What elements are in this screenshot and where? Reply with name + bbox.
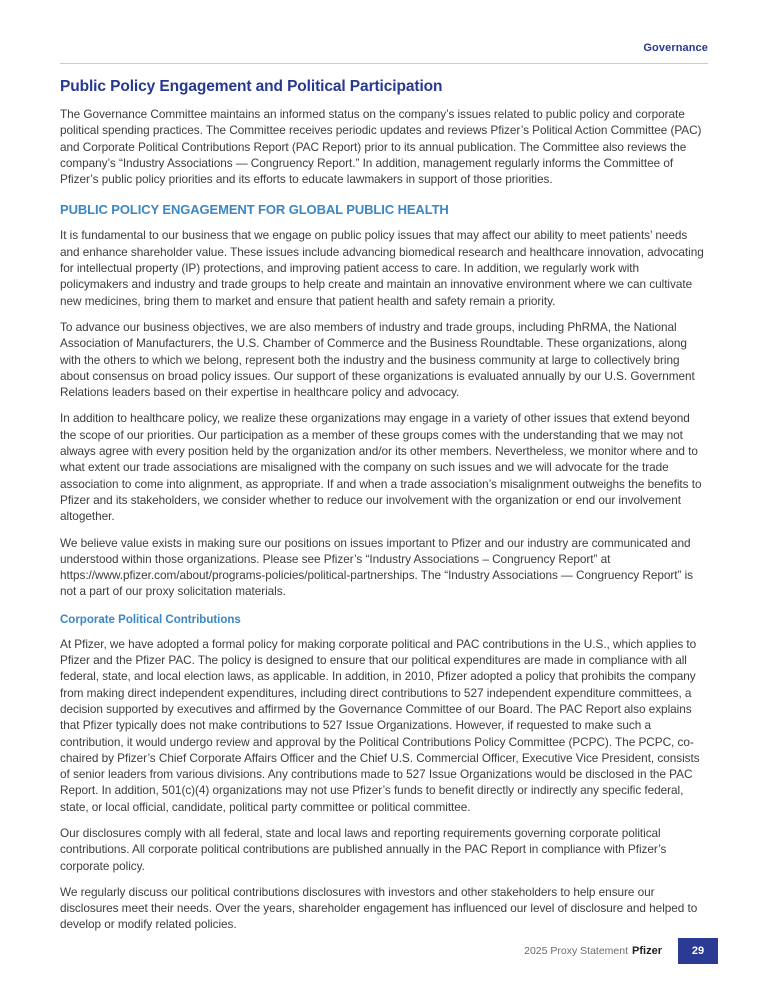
footer-doc-label: 2025 Proxy Statement	[524, 945, 629, 957]
global-health-paragraph-1: It is fundamental to our business that we engage on public policy issues that may affect our ability to meet patients’ needs and enhance shareholder value. These issues include advancing biomedical research and healthcare innovation, advocating for intellectual property (IP) protections, and improving patient access to care. In addition, we regularly work with policymakers and industry and trade groups to help create and maintain an innovative environment where we can cultivate new medicines, bring them to market and ensure that patient health and safety remain a priority.	[60, 228, 704, 308]
page-footer	[524, 938, 718, 964]
header-divider	[60, 63, 708, 64]
corporate-contributions-paragraph-1: At Pfizer, we have adopted a formal policy for making corporate political and PAC contributions in the U.S., which applies to Pfizer and the Pfizer PAC. The policy is designed to ensure that our political expenditures are made in compliance with all federal, state, and local election laws, as applicable. In addition, in 2010, Pfizer adopted a policy that prohibits the company from making direct independent expenditures, including direct contributions to 527 independent expenditure committees, a decision supported by executives and affirmed by the Governance Committee of our Board. The PAC Report also explains that Pfizer typically does not make contributions to 527 Issue Organizations. However, if requested to make such a contribution, it would undergo review and approval by the Political Contributions Policy Committee (PCPC). The PCPC, co-chaired by Pfizer’s Chief Corporate Affairs Officer and the Chief U.S. Commercial Officer, Executive Vice President, consists of senior leaders from various divisions. Any contributions made to 527 Issue Organizations would be disclosed in the PAC Report. In addition, 501(c)(4) organizations may not use Pfizer’s funds to benefit directly or indirectly any specific federal, state, or local official, candidate, political party committee or political committee.	[60, 636, 700, 814]
subsection-heading-corporate-political-contributions: Corporate Political Contributions	[60, 613, 241, 626]
global-health-paragraph-3: In addition to healthcare policy, we realize these organizations may engage in a variety of other issues that extend beyond the scope of our priorities. Our participation as a member of these groups comes with the understanding that we may not always agree with every position held by the organization and/or its other members. Nevertheless, we monitor where and to what extent our trade associations are misaligned with the company on such issues and we will advocate for the trade association to come into alignment, as appropriate. If and when a trade association’s misalignment outweighs the benefits to Pfizer and its stakeholders, we consider whether to reduce our involvement with the organization or end our involvement altogether.	[60, 411, 702, 524]
corporate-contributions-paragraph-2: Our disclosures comply with all federal, state and local laws and reporting requirements governing corporate political contributions. All corporate political contributions are published annually in the PAC Report in compliance with Pfizer’s corporate policy.	[60, 825, 667, 873]
page-content	[60, 0, 708, 933]
footer-brand: Pfizer	[632, 945, 662, 957]
page-number-badge: 29	[678, 938, 718, 964]
section-label: Governance	[643, 42, 708, 54]
global-health-paragraph-4: We believe value exists in making sure our positions on issues important to Pfizer and our industry are communicated and understood within those organizations. Please see Pfizer’s “Industry Associations – Congruency Report” at https://www.pfizer.com/about/programs-policies/political-partnerships. The “Industry Associations — Congruency Report” is not a part of our proxy solicitation materials.	[60, 535, 694, 599]
section-heading-global-public-health: PUBLIC POLICY ENGAGEMENT FOR GLOBAL PUBLIC HEALTH	[60, 202, 449, 218]
global-health-paragraph-2: To advance our business objectives, we are also members of industry and trade groups, including PhRMA, the National Association of Manufacturers, the U.S. Chamber of Commerce and the Business Roundtable. These organizations, along with the others to which we belong, represent both the industry and the business community at large to collectively bring about consensus on broad policy issues. Our support of these organizations is evaluated annually by our U.S. Government Relations leaders based on their expertise in healthcare policy and advocacy.	[60, 319, 695, 400]
page-title: Public Policy Engagement and Political Participation	[60, 78, 443, 95]
page-header	[60, 38, 708, 56]
corporate-contributions-paragraph-3: We regularly discuss our political contributions disclosures with investors and other stakeholders to help ensure our disclosures meet their needs. Over the years, shareholder engagement has influenced our level of disclosure and helped to develop or modify related policies.	[60, 884, 698, 932]
intro-paragraph: The Governance Committee maintains an informed status on the company’s issues related to public policy and corporate political spending practices. The Committee receives periodic updates and reviews Pfizer’s Political Action Committee (PAC) and Corporate Political Contributions Report (PAC Report) prior to its annual publication. The Committee also reviews the company’s “Industry Associations — Congruency Report.” In addition, management regularly informs the Committee of Pfizer’s public policy priorities and its efforts to educate lawmakers in support of those priorities.	[60, 107, 702, 187]
